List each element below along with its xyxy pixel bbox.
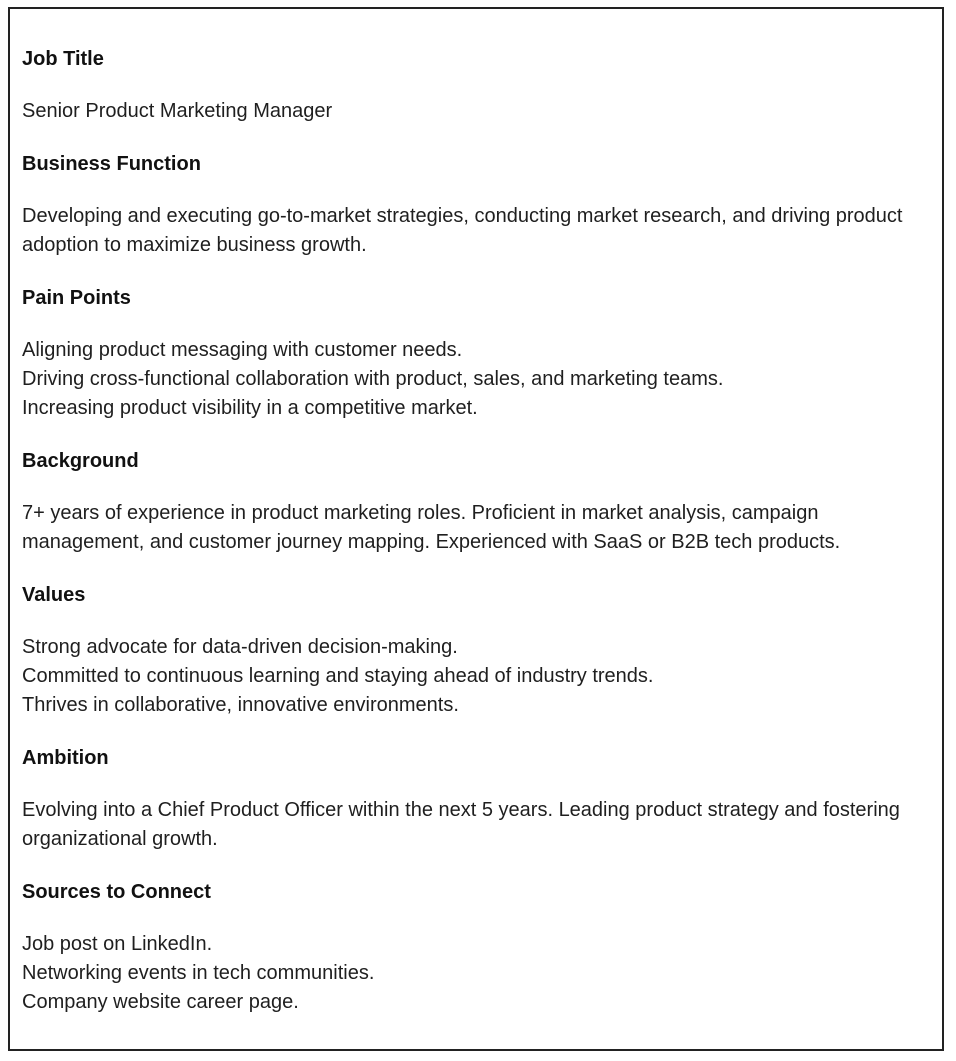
section-job-title — [22, 45, 930, 150]
background-heading: Background — [22, 450, 139, 472]
job-title-line: Senior Product Marketing Manager — [22, 100, 333, 122]
ambition-heading: Ambition — [22, 747, 109, 769]
background-text — [22, 499, 930, 557]
background-paragraph: 7+ years of experience in product marketing roles. Proficient in market analysis, campaign management, and customer journey mapping. Experienced with SaaS or B2B tech products. — [22, 502, 841, 553]
section-ambition — [22, 744, 930, 878]
source-item: Networking events in tech communities. — [22, 962, 375, 984]
pain-points-list — [22, 336, 930, 423]
source-item: Company website career page. — [22, 991, 299, 1013]
section-business-function — [22, 150, 930, 284]
section-sources-to-connect — [22, 878, 930, 1017]
ambition-paragraph: Evolving into a Chief Product Officer within the next 5 years. Leading product strategy and fostering organizational growth. — [22, 799, 900, 850]
value-item: Strong advocate for data-driven decision-making. — [22, 636, 458, 658]
values-list — [22, 633, 930, 720]
value-item: Thrives in collaborative, innovative environments. — [22, 694, 459, 716]
job-title-heading: Job Title — [22, 48, 104, 70]
values-heading: Values — [22, 584, 86, 606]
pain-point-item: Increasing product visibility in a competitive market. — [22, 397, 478, 419]
business-function-paragraph: Developing and executing go-to-market strategies, conducting market research, and driving product adoption to maximize business growth. — [22, 205, 903, 256]
section-background — [22, 447, 930, 581]
job-title-value — [22, 97, 930, 126]
persona-document — [8, 7, 944, 1051]
sources-list — [22, 930, 930, 1017]
pain-points-heading: Pain Points — [22, 287, 131, 309]
pain-point-item: Driving cross-functional collaboration with product, sales, and marketing teams. — [22, 368, 724, 390]
business-function-text — [22, 202, 930, 260]
sources-heading: Sources to Connect — [22, 881, 211, 903]
value-item: Committed to continuous learning and staying ahead of industry trends. — [22, 665, 654, 687]
ambition-text — [22, 796, 930, 854]
source-item: Job post on LinkedIn. — [22, 933, 213, 955]
business-function-heading: Business Function — [22, 153, 201, 175]
section-pain-points — [22, 284, 930, 447]
section-values — [22, 581, 930, 744]
pain-point-item: Aligning product messaging with customer needs. — [22, 339, 463, 361]
